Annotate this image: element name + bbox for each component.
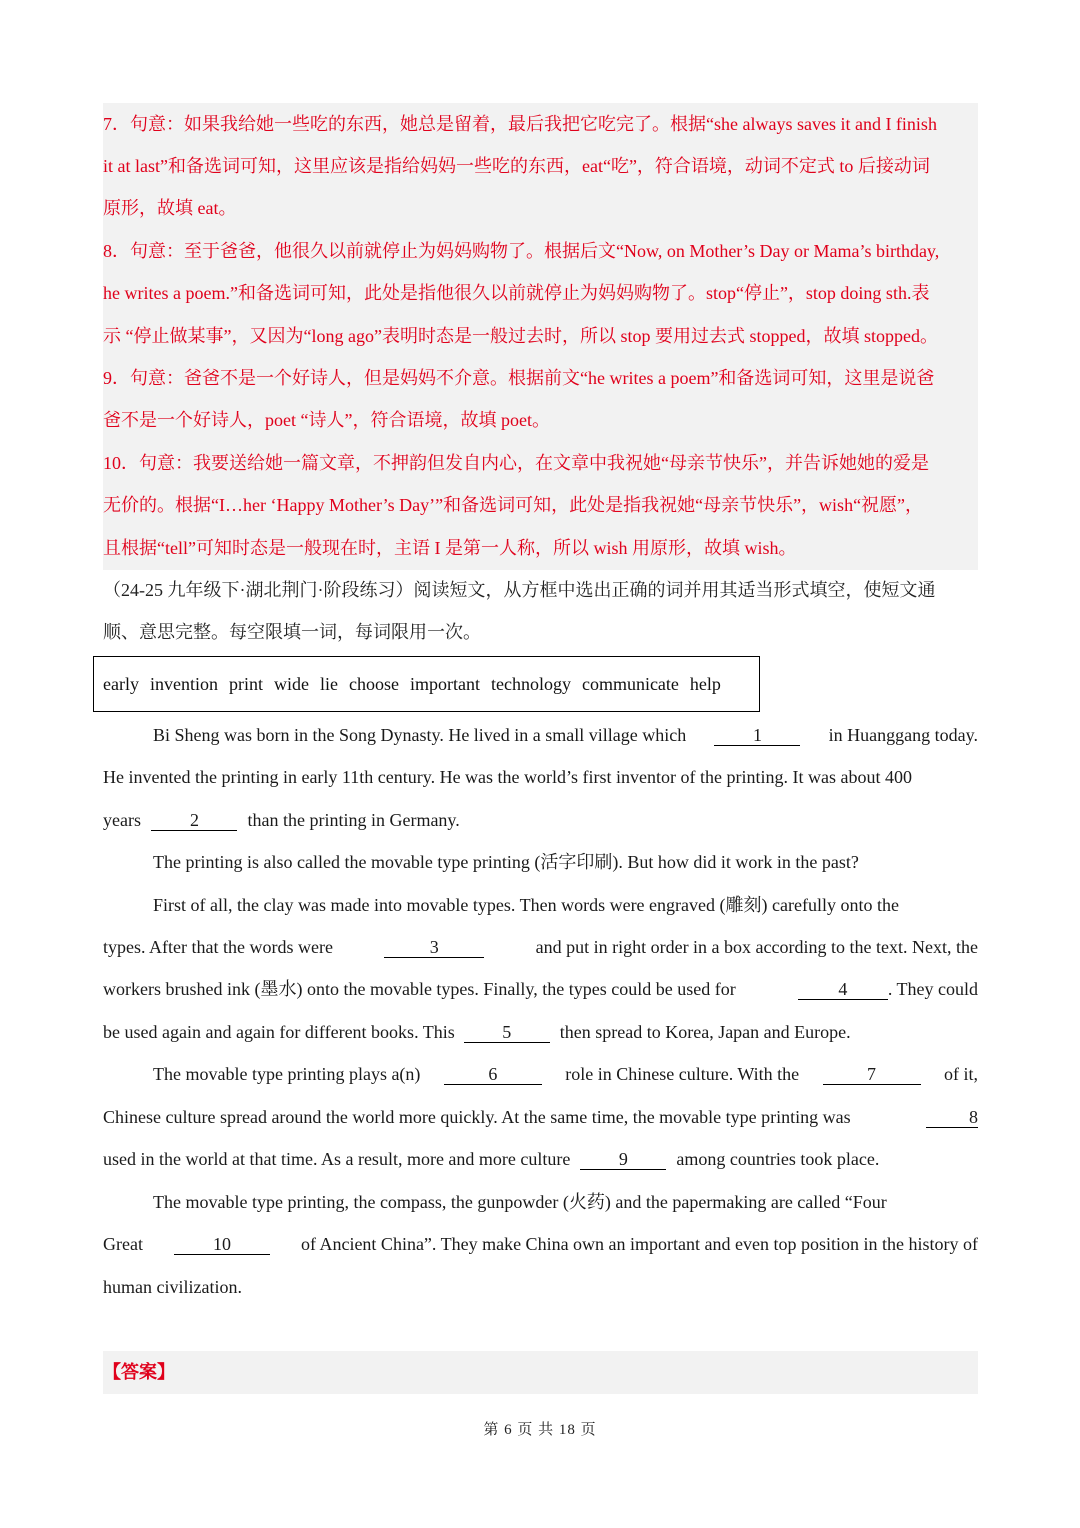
passage-line [103,1138,978,1180]
answer-box [103,1351,978,1394]
passage-text: The movable type printing plays a(n) [153,1064,421,1084]
blank-10: 10 [174,1234,270,1255]
passage-text: then spread to Korea, Japan and Europe. [559,1022,851,1042]
passage-line [103,756,978,798]
blank-7: 7 [823,1064,921,1085]
explanation-line: 示 “停止做某事”，又因为“long ago”表明时态是一般过去时，所以 stop 要用过去式 stopped，故填 stopped。 [103,326,938,346]
passage-text: types. After that the words were [103,937,333,957]
passage-text: of Ancient China”. They make China own an important and even top position in the history of [300,1234,978,1254]
explanation-line: 爸不是一个好诗人，poet “诗人”，符合语境，故填 poet。 [103,410,550,430]
word-bank-item: important [409,673,480,694]
passage-line [103,1223,978,1265]
passage-text: . They could [887,979,978,999]
passage-line [153,841,978,883]
blank-3: 3 [384,937,484,958]
explanation-line: he writes a poem.”和备选词可知，此处是指他很久以前就停止为妈妈购物了。stop“停止”，stop doing sth.表 [103,283,930,303]
passage-text: among countries took place. [676,1149,880,1169]
page-number: 第 6 页 共 18 页 [483,1422,597,1438]
passage-text: Chinese culture spread around the world more quickly. At the same time, the movable type printing was [103,1107,851,1127]
answer-label: 【答案】 [103,1362,175,1382]
blank-9: 9 [580,1149,666,1170]
passage-text: He invented the printing in early 11th century. He was the world’s first inventor of the printing. It was about 400 [103,767,912,787]
passage-line [153,884,978,926]
passage-text: The movable type printing, the compass, the gunpowder (火药) and the papermaking are called “Four [153,1192,887,1212]
passage-text: of it, [943,1064,978,1084]
passage-text: than the printing in Germany. [247,810,460,830]
passage-text: The printing is also called the movable type printing (活字印刷). But how did it work in the past? [153,852,859,872]
passage-text: and put in right order in a box according to the text. Next, the [535,937,978,957]
passage-text: be used again and again for different books. This [103,1022,455,1042]
explanation-line: 无价的。根据“I…her ‘Happy Mother’s Day’”和备选词可知，此处是指我祝她“母亲节快乐”，wish“祝愿”， [103,495,924,515]
word-bank-item: lie [319,673,338,694]
word-bank-item: technology [490,673,571,694]
explanation-line: 7．句意：如果我给她一些吃的东西，她总是留着，最后我把它吃完了。根据“she always saves it and I finish [103,114,937,134]
explanation-line: it at last”和备选词可知，这里应该是指给妈妈一些吃的东西，eat“吃”，符合语境，动词不定式 to 后接动词 [103,156,930,176]
passage-text: workers brushed ink (墨水) onto the movable types. Finally, the types could be used for [103,979,736,999]
word-bank-item: communicate [581,673,679,694]
passage-line [103,1011,978,1053]
passage-text: First of all, the clay was made into movable types. Then words were engraved (雕刻) carefully onto the [153,895,899,915]
passage-text: role in Chinese culture. With the [565,1064,800,1084]
exercise-instructions: （24-25 九年级下·湖北荆门·阶段练习）阅读短文，从方框中选出正确的词并用其适当形式填空，使短文通 [103,580,936,600]
explanation-line: 原形，故填 eat。 [103,198,237,218]
explanation-line: 8．句意：至于爸爸，他很久以前就停止为妈妈购物了。根据后文“Now, on Mother’s Day or Mama’s birthday, [103,241,940,261]
word-bank-item: invention [149,673,218,694]
blank-4: 4 [798,979,888,1000]
passage-text: Great [103,1234,143,1254]
passage-line [103,1096,978,1138]
word-bank-item: help [689,673,721,694]
passage-text: in Huanggang today. [828,725,978,745]
passage-line [103,799,978,841]
passage-line [103,1266,978,1308]
passage-line [153,714,978,756]
passage-line [153,1053,978,1095]
word-bank-item: print [228,673,263,694]
word-bank [93,656,760,712]
explanation-line: 且根据“tell”可知时态是一般现在时，主语 I 是第一人称，所以 wish 用原形，故填 wish。 [103,538,797,558]
word-bank-item: early [103,673,139,694]
passage-line [153,1181,978,1223]
blank-1: 1 [714,725,800,746]
blank-5: 5 [464,1022,550,1043]
passage-line [103,968,978,1010]
word-bank-item: choose [348,673,399,694]
explanation-line: 9．句意：爸爸不是一个好诗人，但是妈妈不介意。根据前文“he writes a poem”和备选词可知，这里是说爸 [103,368,935,388]
passage-text: Bi Sheng was born in the Song Dynasty. He lived in a small village which [153,725,687,745]
passage-text: used in the world at that time. As a result, more and more culture [103,1149,571,1169]
blank-8: 8 [926,1107,978,1128]
blank-6: 6 [444,1064,542,1085]
blank-2: 2 [151,810,237,831]
passage-text: human civilization. [103,1277,242,1297]
explanation-line: 10．句意：我要送给她一篇文章，不押韵但发自内心，在文章中我祝她“母亲节快乐”，并告诉她她的爱是 [103,453,929,473]
exercise-instructions: 顺、意思完整。每空限填一词，每词限用一次。 [103,622,481,642]
passage-text: years [103,810,141,830]
word-bank-item: wide [273,673,309,694]
passage-line [103,926,978,968]
